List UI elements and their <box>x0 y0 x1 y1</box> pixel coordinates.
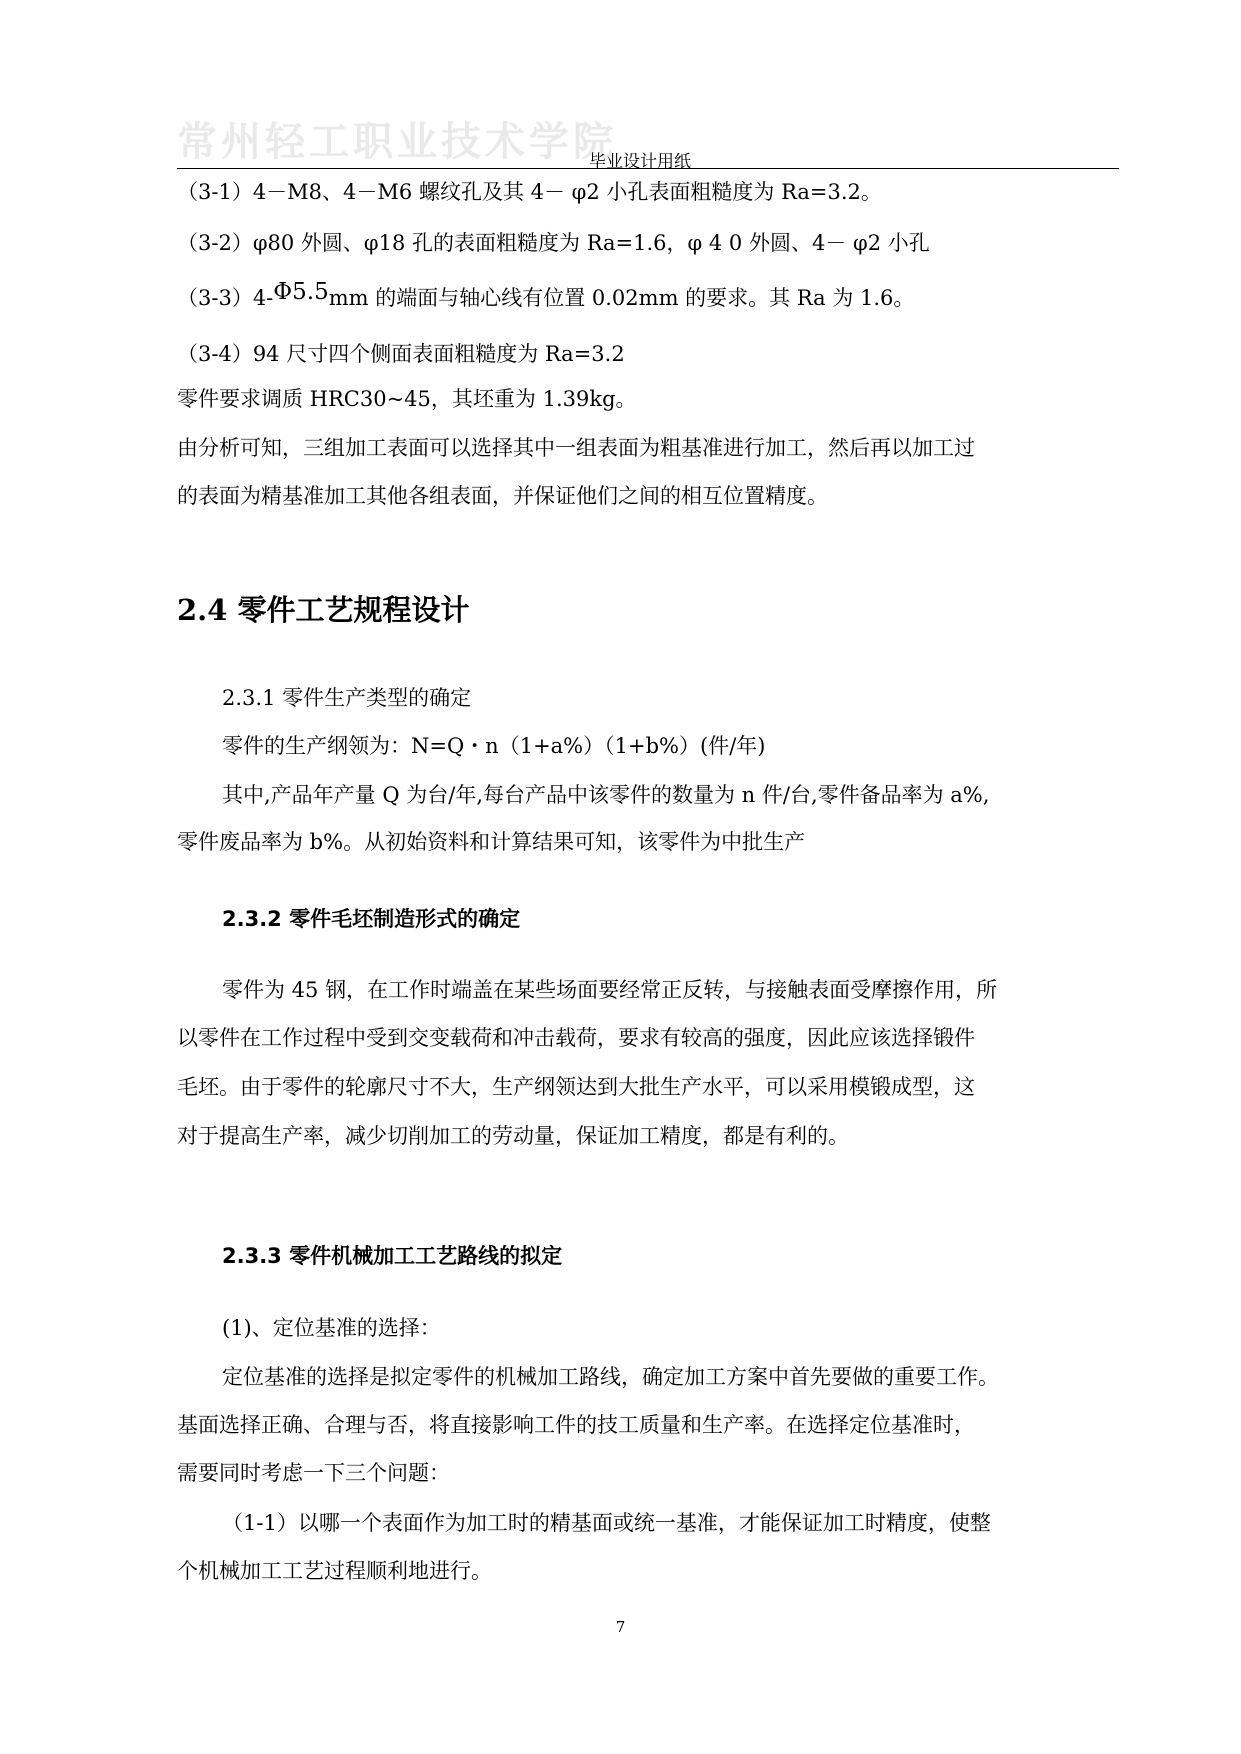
datum-para-line-2: 基面选择正确、合理与否，将直接影响工件的技工质量和生产率。在选择定位基准时， <box>177 1413 975 1437</box>
requirement-3-2: （3-2）φ80 外圆、φ18 孔的表面粗糙度为 Ra=1.6，φ 4 0 外圆、4－ φ2 小孔 <box>177 231 930 255</box>
page-number: 7 <box>615 1618 626 1636</box>
datum-selection-title: (1)、定位基准的选择： <box>222 1316 441 1340</box>
subsection-title-2-3-1: 2.3.1 零件生产类型的确定 <box>222 686 472 710</box>
datum-item-1-1-line-1: （1-1）以哪一个表面作为加工时的精基面或统一基准，才能保证加工时精度，使整 <box>222 1511 991 1535</box>
production-para-line-2: 零件废品率为 b%。从初始资料和计算结果可知，该零件为中批生产 <box>177 830 806 854</box>
blank-para-line-2: 以零件在工作过程中受到交变载荷和冲击载荷，要求有较高的强度，因此应该选择锻件 <box>177 1026 975 1050</box>
analysis-line-1: 由分析可知，三组加工表面可以选择其中一组表面为粗基准进行加工，然后再以加工过 <box>177 436 975 460</box>
requirement-3-4: （3-4）94 尺寸四个侧面表面粗糙度为 Ra=3.2 <box>177 342 625 366</box>
requirement-3-1: （3-1）4－M8、4－M6 螺纹孔及其 4－ φ2 小孔表面粗糙度为 Ra=3.2。 <box>177 180 882 204</box>
hardness-requirement: 零件要求调质 HRC30~45，其坯重为 1.39kg。 <box>177 387 637 411</box>
diameter-symbol: Φ5.5 <box>273 279 329 305</box>
analysis-line-2: 的表面为精基准加工其他各组表面，并保证他们之间的相互位置精度。 <box>177 484 828 508</box>
header-label: 毕业设计用纸 <box>589 152 691 172</box>
blank-para-line-1: 零件为 45 钢，在工作时端盖在某些场面要经常正反转，与接触表面受摩擦作用，所 <box>222 978 998 1002</box>
datum-item-1-1-line-2: 个机械加工工艺过程顺利地进行。 <box>177 1559 492 1583</box>
section-heading-2-4: 2.4 零件工艺规程设计 <box>177 593 470 627</box>
header-rule <box>177 168 1119 169</box>
requirement-3-3-prefix: （3-3）4- <box>177 286 274 310</box>
blank-para-line-4: 对于提高生产率，减少切削加工的劳动量，保证加工精度，都是有利的。 <box>177 1124 849 1148</box>
production-para-line-1: 其中,产品年产量 Q 为台/年,每台产品中该零件的数量为 n 件/台,零件备品率为 a%, <box>222 783 990 807</box>
subsection-heading-2-3-3: 2.3.3 零件机械加工工艺路线的拟定 <box>222 1244 563 1268</box>
requirement-3-3 <box>177 279 915 313</box>
school-watermark: 常州轻工职业技术学院 <box>177 118 617 165</box>
datum-para-line-1: 定位基准的选择是拟定零件的机械加工路线，确定加工方案中首先要做的重要工作。 <box>222 1365 999 1389</box>
production-formula: 零件的生产纲领为：N=Q・n（1+a%）（1+b%）(件/年) <box>222 734 766 758</box>
requirement-3-3-text: mm 的端面与轴心线有位置 0.02mm 的要求。其 Ra 为 1.6。 <box>328 286 915 310</box>
blank-para-line-3: 毛坯。由于零件的轮廓尺寸不大，生产纲领达到大批生产水平，可以采用模锻成型，这 <box>177 1075 975 1099</box>
datum-para-line-3: 需要同时考虑一下三个问题： <box>177 1461 450 1485</box>
subsection-heading-2-3-2: 2.3.2 零件毛坯制造形式的确定 <box>222 907 521 931</box>
page-header <box>177 110 1119 172</box>
